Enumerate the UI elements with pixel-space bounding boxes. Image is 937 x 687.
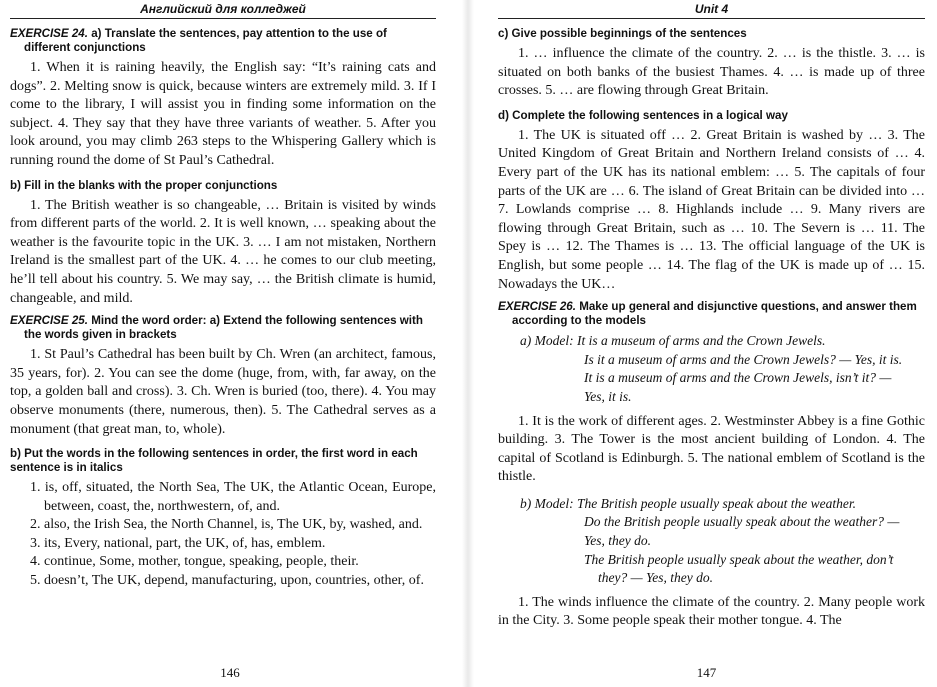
model-b [498,495,925,588]
exercise-25c-text: 1. … influence the climate of the country. 2. … is the thistle. 3. … is situated on both banks of the busiest Thames. 4. … is made up of three crosses. 5. … are flowing through Great Britain. [498,46,925,99]
exercise-25d-text: 1. The UK is situated off … 2. Great Britain is washed by … 3. The United Kingdom of Great Britain and Northern Ireland consists of … 4. Every part of the UK has its national emblem: … 5. The capitals of four parts of the UK are … 6. The island of Great Britain can be divided into … 7. Lowlands comprise … 8. Highlands include … 9. Many rivers are flowing through Great Britain, such as … 10. The Severn is … 11. The Spey is … 12. The Thames is … 13. The official language of the UK is English, but some people … 14. The flag of the UK is made up of … 15. Nowadays the UK… [498,127,925,292]
exercise-instruction: Mind the word order: a) Extend the following sentences with the words given in brackets [24,314,423,342]
model-line: Yes, it is. [584,388,632,404]
exercise-25d-heading: d) Complete the following sentences in a logical way [498,108,788,122]
list-item: 2. also, the Irish Sea, the North Channel, is, The UK, by, washed, and. [30,517,423,533]
model-line: Yes, they do. [584,533,651,549]
list-item: 1. is, off, situated, the North Sea, The UK, the Atlantic Ocean, Europe, between, coast, the, northwestern, of, and. [30,480,436,514]
exercise-instruction: a) Translate the sentences, pay attention to the use of different conjunctions [24,27,387,54]
exercise-26b-text: 1. The winds influence the climate of the country. 2. Many people work in the City. 3. Some people speak their mother tongue. 4. The [498,594,925,629]
running-head: Unit 4 [694,2,729,16]
model-label: a) Model: [520,333,574,349]
exercise-24a-text: 1. When it is raining heavily, the English say: “It’s raining cats and dogs”. 2. Melting snow is quick, because winters are extremely mild. 3. If I come to the library, I will assist you in finding some information on the subject. 4. They say that they have three variants of weather. 5. After you look around, you may climb 263 steps to the Whispering Gallery which is running round the dome of St Paul’s Cathedral. [10,60,436,168]
model-a [498,332,925,406]
list-item: 4. continue, Some, mother, tongue, speaking, people, their. [30,554,359,570]
model-line: Do the British people usually speak about the weather? — [584,514,900,530]
exercise-24b-heading: b) Fill in the blanks with the proper conjunctions [10,178,278,192]
header-rule [10,18,436,19]
exercise-number: EXERCISE 26. [498,300,576,314]
right-page [476,0,937,687]
exercise-26-heading [498,300,925,328]
model-sentence: The British people usually speak about the weather. [576,495,856,511]
exercise-25c-heading: c) Give possible beginnings of the sentences [498,27,747,40]
exercise-25-heading [10,314,436,342]
model-line: Is it a museum of arms and the Crown Jewels? — Yes, it is. [584,351,903,367]
page-number: 147 [696,665,717,680]
exercise-25b-list [10,479,436,591]
exercise-number: EXERCISE 25. [10,314,88,328]
list-item: 5. doesn’t, The UK, depend, manufacturing, upon, countries, other, of. [30,573,424,589]
model-line: It is a museum of arms and the Crown Jewels, isn’t it? — [584,370,892,386]
exercise-24b-text: 1. The British weather is so changeable, … Britain is visited by winds from different parts of the world. 2. It is well known, … speaking about the weather is the favourite topic in the UK. 3. … I am not mistaken, Northern Ireland is the smallest part of the UK. 4. … he comes to our club meeting, he’ll tell about his country. 5. We may say, … the British climate is humid, changeable, and mild. [10,197,436,306]
exercise-instruction: Make up general and disjunctive questions, and answer them according to the models [512,300,917,328]
page-number: 146 [220,665,240,680]
model-line: they? — Yes, they do. [598,570,713,586]
running-head: Английский для колледжей [140,2,306,16]
model-sentence: It is a museum of arms and the Crown Jewels. [576,333,826,349]
exercise-26a-text: 1. It is the work of different ages. 2. Westminster Abbey is a fine Gothic building. 3. The Tower is the most ancient building of London. 4. The capital of Scotland is Edinburgh. 5. The national emblem of Scotland is the thistle. [498,413,925,485]
left-page [0,0,460,687]
list-item: 3. its, Every, national, part, the UK, of, has, emblem. [30,535,326,551]
exercise-number: EXERCISE 24. [10,27,88,40]
book-gutter [462,0,474,687]
model-line: The British people usually speak about the weather, don’t [584,551,894,567]
header-rule [498,18,925,19]
model-line [498,495,925,514]
exercise-25b-heading: b) Put the words in the following sentences in order, the first word in each sentence is in italics [10,447,418,475]
exercise-25a-text: 1. St Paul’s Cathedral has been built by Ch. Wren (an architect, famous, 35 years, for). 2. You can see the dome (huge, from, with, far away, on the top, a golden ball and cross). 3. Ch. Wren is buried (too, there). 4. You may observe monuments (there, numerous, then). 5. The Cathedral serves as a monument (that great man, to, whole). [10,347,436,437]
model-label: b) Model: [520,495,574,511]
exercise-24-heading [10,27,436,55]
model-line [498,332,925,351]
